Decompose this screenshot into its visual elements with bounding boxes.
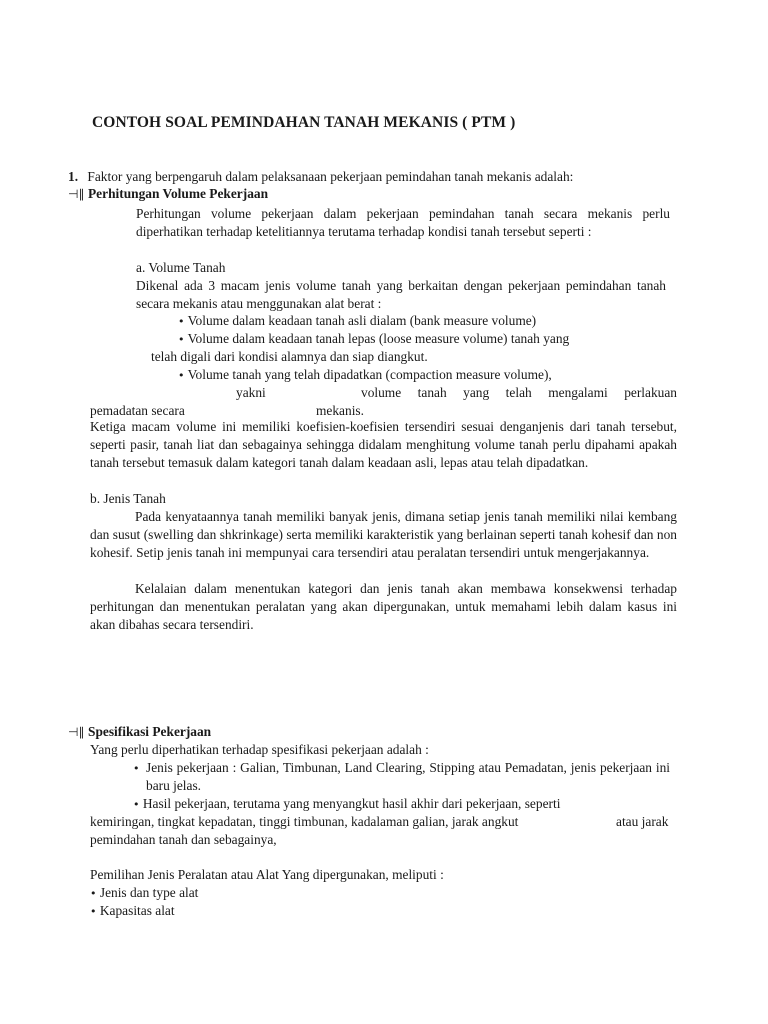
item-1	[68, 168, 573, 186]
bullet-icon: •	[178, 333, 185, 346]
list-item: • Hasil pekerjaan, terutama yang menyangkut hasil akhir dari pekerjaan, seperti	[133, 796, 561, 811]
list-item-continuation: atau jarak	[616, 814, 669, 829]
subheading-volume-tanah: a. Volume Tanah	[136, 260, 226, 275]
list-item: • Kapasitas alat	[90, 903, 175, 918]
section-1-intro: Perhitungan volume pekerjaan dalam pekerjaan pemindahan tanah secara mekanis perlu diperhatikan terhadap ketelitiannya terutama terhadap kondisi tanah tersebut seperti :	[136, 206, 670, 239]
jenis-tanah-paragraph-2: Kelalaian dalam menentukan kategori dan jenis tanah akan membawa konsekwensi terhadap perhitungan dan menentukan peralatan yang akan dipergunakan, untuk memahami lebih dalam kasus ini akan dibahas secara tersendiri.	[90, 581, 677, 632]
jenis-tanah-paragraph-1: Pada kenyataannya tanah memiliki banyak jenis, dimana setiap jenis tanah memiliki nilai kembang dan susut (swelling dan shkrinkage) serta memiliki karakteristik yang berlainan seperti tanah kohesif dan non kohesif. Setip jenis tanah ini mempunyai cara tersendiri atau peralatan tersendiri untuk mengerjakannya.	[90, 509, 677, 560]
yakni-word: yakni	[236, 385, 266, 400]
pemilihan-text: Pemilihan Jenis Peralatan atau Alat Yang dipergunakan, meliputi :	[90, 867, 444, 882]
item-1-text: Faktor yang berpengaruh dalam pelaksanaan pekerjaan pemindahan tanah mekanis adalah:	[87, 169, 574, 184]
subheading-jenis-tanah: b. Jenis Tanah	[90, 491, 166, 506]
list-item-continuation: pemindahan tanah dan sebagainya,	[90, 832, 277, 847]
list-item: • Volume dalam keadaan tanah asli dialam (bank measure volume)	[178, 313, 537, 328]
bullet-icon: •	[133, 798, 140, 811]
volume-tanah-text: Dikenal ada 3 macam jenis volume tanah yang berkaitan dengan pekerjaan pemindahan tanah secara mekanis atau menggunakan alat berat :	[136, 278, 666, 311]
section-mark-icon: ⊣∥	[68, 725, 85, 739]
section-mark-icon: ⊣∥	[68, 187, 85, 201]
section-2-intro: Yang perlu diperhatikan terhadap spesifikasi pekerjaan adalah :	[90, 742, 429, 757]
mekanis-text: mekanis.	[316, 403, 364, 418]
ketiga-paragraph: Ketiga macam volume ini memiliki koefisien-koefisien tersendiri sesuai denganjenis dari tanah tersebut, seperti pasir, tanah liat dan sebagainya sehingga didalam menghitung volume tanah perlu dipahami apakah tanah tersebut temasuk dalam kategori tanah dalam keadaan asli, lepas atau telah dipadatkan.	[90, 419, 677, 470]
bullet-icon: •	[90, 887, 97, 900]
list-item-continuation: kemiringan, tingkat kepadatan, tinggi timbunan, kadalaman galian, jarak angkut	[90, 814, 519, 829]
page-title: CONTOH SOAL PEMINDAHAN TANAH MEKANIS ( PTM )	[92, 114, 516, 131]
list-item: • Volume tanah yang telah dipadatkan (compaction measure volume),	[178, 367, 552, 382]
bullet-icon: •	[90, 905, 97, 918]
list-item: • Volume dalam keadaan tanah lepas (loose measure volume) tanah yang	[178, 331, 570, 346]
item-number: 1.	[68, 169, 79, 184]
bullet-icon: •	[178, 315, 185, 328]
bullet-icon: •	[133, 762, 140, 775]
section-2-heading-text: Spesifikasi Pekerjaan	[88, 724, 212, 739]
yakni-text: volume tanah yang telah mengalami perlakuan	[361, 385, 677, 400]
section-1-heading	[68, 185, 268, 204]
list-item: Jenis pekerjaan : Galian, Timbunan, Land Clearing, Stipping atau Pemadatan, jenis pekerjaan ini baru jelas.	[146, 760, 670, 793]
section-1-heading-text: Perhitungan Volume Pekerjaan	[88, 186, 269, 201]
bullet-icon: •	[178, 369, 185, 382]
list-item-continuation: telah digali dari kondisi alamnya dan siap diangkut.	[151, 349, 428, 364]
pemadatan-text: pemadatan secara	[90, 403, 185, 418]
list-item: • Jenis dan type alat	[90, 885, 199, 900]
section-2-heading	[68, 723, 211, 742]
